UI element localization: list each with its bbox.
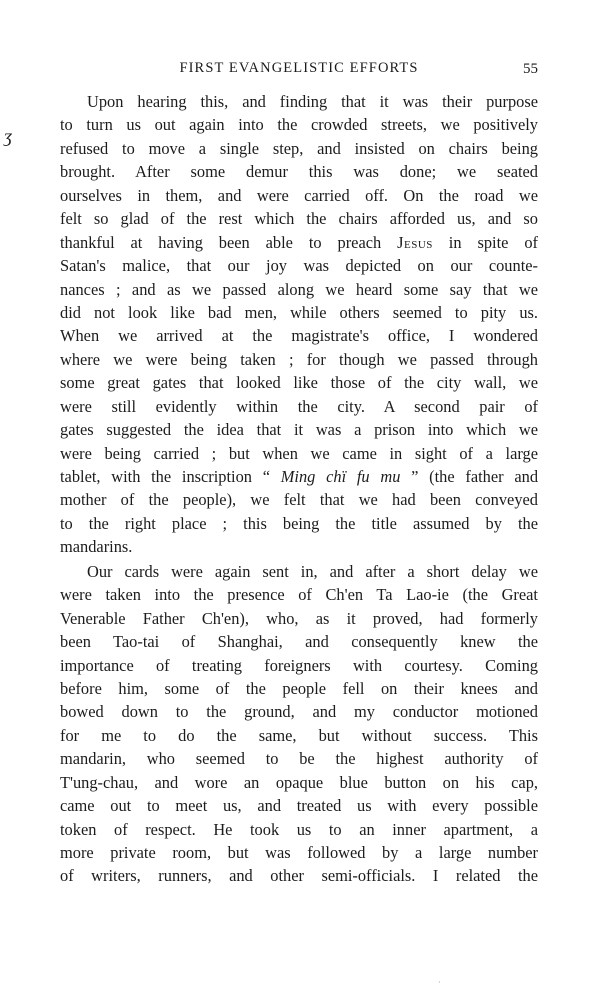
text-line: ourselves in them, and were carried off. On the road we (60, 185, 538, 205)
text-line: When we arrived at the magistrate's office, I wondered (60, 326, 538, 346)
text-line: nances ; and as we passed along we heard some say that we (60, 279, 538, 299)
text-line: more private room, but was followed by a large number (60, 843, 538, 862)
running-head (60, 60, 538, 80)
running-title: FIRST EVANGELISTIC EFFORTS (179, 60, 419, 76)
text-line: were taken into the presence of Ch'en Ta Lao-ie (the Great (60, 585, 538, 605)
text-line: were still evidently within the city. A second pair of (60, 396, 538, 416)
text-line: did not look like bad men, while others seemed to pity us. (60, 302, 538, 322)
text-line: importance of treating foreigners with courtesy. Coming (60, 655, 538, 675)
margin-mark: ʒ (4, 126, 12, 146)
text-line: Our cards were again sent in, and after a short delay we (87, 561, 538, 581)
text-line: mandarin, who seemed to be the highest authority of (60, 749, 538, 769)
text-line: mandarins. (60, 537, 133, 557)
text-line: to turn us out again into the crowded streets, we positively (60, 115, 538, 135)
text-line: brought. After some demur this was done; we seated (60, 162, 538, 182)
text-line: Venerable Father Ch'en), who, as it proved, had formerly (60, 608, 538, 628)
text-line: where we were being taken ; for though we passed through (60, 349, 538, 369)
text-line: came out to meet us, and treated us with every possible (60, 796, 538, 816)
text-line: were being carried ; but when we came in sight of a large (60, 443, 538, 463)
page-number: 55 (523, 61, 538, 77)
text-line: bowed down to the ground, and my conductor motioned (60, 702, 538, 722)
text-line: felt so glad of the rest which the chairs afforded us, and so (60, 209, 538, 229)
text-line: refused to move a single step, and insisted on chairs being (60, 138, 538, 158)
body-text (60, 90, 538, 888)
text-line: mother of the people), we felt that we had been conveyed (60, 490, 538, 510)
text-line: been Tao-tai of Shanghai, and consequently knew the (60, 632, 538, 652)
text-line: some great gates that looked like those of the city wall, we (60, 373, 538, 393)
text-line: token of respect. He took us to an inner apartment, a (60, 819, 538, 839)
text-line: gates suggested the idea that it was a prison into which we (60, 420, 538, 440)
text-line: tablet, with the inscription “ Ming chï fu mu ” (the father and (60, 467, 539, 486)
text-line: to the right place ; this being the title assumed by the (60, 513, 538, 533)
text-line: Upon hearing this, and finding that it was their purpose (87, 92, 538, 111)
text-line: for me to do the same, but without success. This (60, 725, 538, 745)
text-line: Satan's malice, that our joy was depicted on our counte- (60, 256, 538, 276)
bottom-mark: · (438, 978, 441, 987)
text-line: T'ung-chau, and wore an opaque blue button on his cap, (60, 772, 538, 792)
text-line: thankful at having been able to preach Jesus in spite of (60, 232, 538, 252)
text-line: before him, some of the people fell on their knees and (60, 678, 538, 698)
text-line: of writers, runners, and other semi-officials. I related the (60, 866, 538, 886)
